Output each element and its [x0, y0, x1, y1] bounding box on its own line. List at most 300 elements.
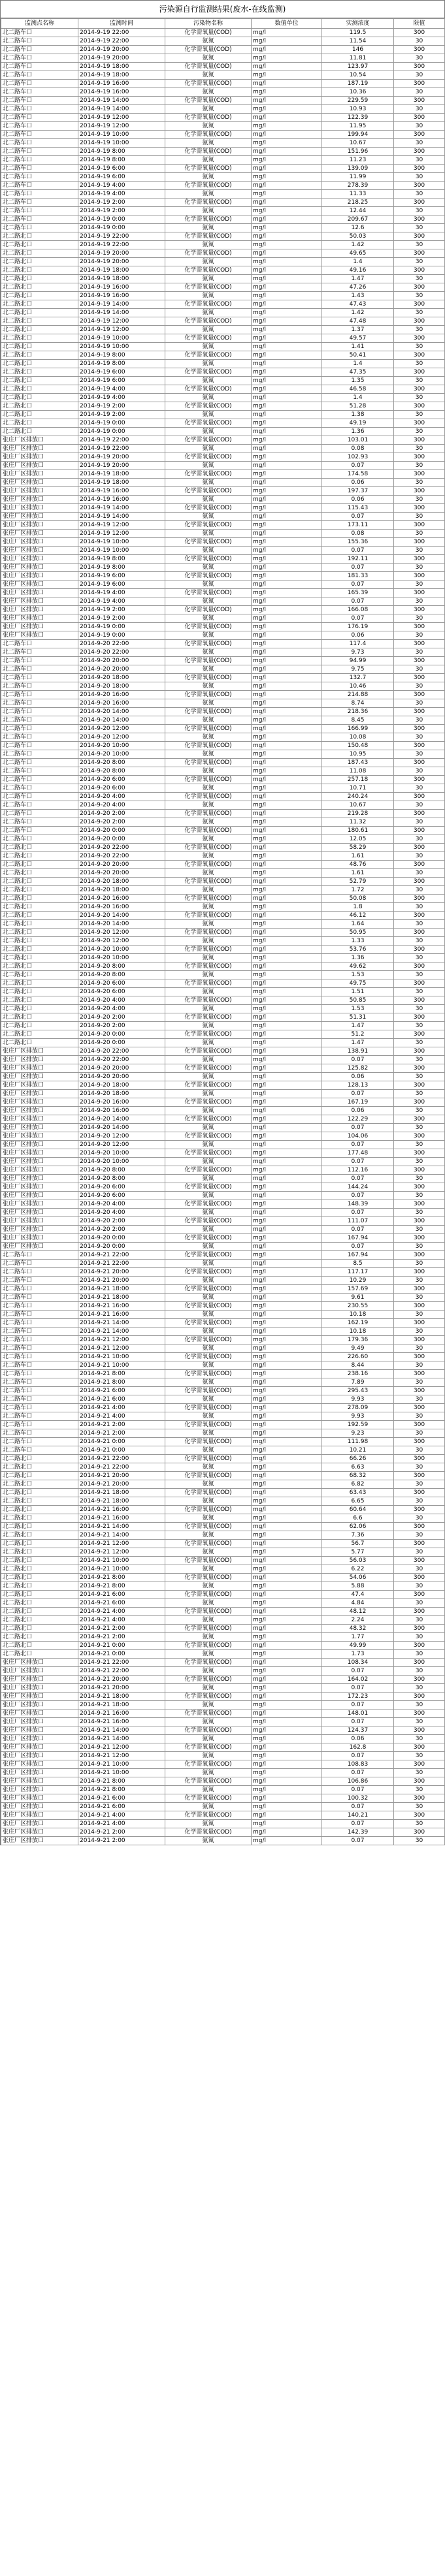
cell-pollutant: 氨氮: [165, 1294, 252, 1302]
cell-unit: mg/l: [252, 1735, 322, 1743]
cell-value: 9.61: [322, 1294, 394, 1302]
cell-unit: mg/l: [252, 368, 322, 377]
cell-time: 2014-9-21 22:00: [78, 1260, 165, 1268]
cell-pollutant: 化学需氧量(COD): [165, 1811, 252, 1820]
cell-pollutant: 化学需氧量(COD): [165, 504, 252, 513]
cell-time: 2014-9-21 12:00: [78, 1540, 165, 1548]
cell-value: 1.35: [322, 377, 394, 385]
cell-point-name: 张庄厂区排放口: [1, 1777, 78, 1786]
cell-pollutant: 化学需氧量(COD): [165, 979, 252, 988]
cell-unit: mg/l: [252, 148, 322, 156]
cell-time: 2014-9-21 0:00: [78, 1446, 165, 1455]
cell-limit: 30: [394, 1769, 445, 1777]
cell-limit: 300: [394, 759, 445, 767]
cell-pollutant: 氨氮: [165, 462, 252, 470]
cell-unit: mg/l: [252, 411, 322, 419]
cell-value: 1.53: [322, 1005, 394, 1013]
cell-value: 278.09: [322, 1404, 394, 1412]
cell-pollutant: 化学需氧量(COD): [165, 1625, 252, 1633]
cell-pollutant: 化学需氧量(COD): [165, 1777, 252, 1786]
cell-value: 155.36: [322, 538, 394, 547]
cell-value: 0.07: [322, 1718, 394, 1726]
cell-point-name: 张庄厂区排放口: [1, 1226, 78, 1234]
cell-limit: 30: [394, 903, 445, 912]
cell-value: 8.44: [322, 1361, 394, 1370]
table-row: [1, 996, 445, 1005]
cell-unit: mg/l: [252, 258, 322, 266]
cell-time: 2014-9-21 14:00: [78, 1523, 165, 1531]
cell-pollutant: 化学需氧量(COD): [165, 1676, 252, 1684]
cell-pollutant: 氨氮: [165, 716, 252, 725]
cell-unit: mg/l: [252, 199, 322, 207]
table-row: [1, 156, 445, 165]
cell-limit: 30: [394, 173, 445, 182]
cell-pollutant: 氨氮: [165, 139, 252, 148]
table-row: [1, 436, 445, 445]
cell-limit: 30: [394, 1803, 445, 1811]
cell-point-name: 张庄厂区排放口: [1, 1735, 78, 1743]
cell-point-name: 北二路车口: [1, 131, 78, 139]
cell-point-name: 北二路车口: [1, 1446, 78, 1455]
cell-unit: mg/l: [252, 1370, 322, 1378]
cell-time: 2014-9-20 20:00: [78, 1073, 165, 1081]
cell-limit: 30: [394, 1837, 445, 1845]
cell-value: 12.05: [322, 835, 394, 844]
table-row: [1, 1370, 445, 1378]
cell-time: 2014-9-19 14:00: [78, 309, 165, 317]
table-row: [1, 614, 445, 623]
cell-time: 2014-9-21 4:00: [78, 1404, 165, 1412]
table-row: [1, 844, 445, 852]
cell-unit: mg/l: [252, 1192, 322, 1200]
cell-point-name: 张庄厂区排放口: [1, 614, 78, 623]
cell-limit: 30: [394, 801, 445, 810]
cell-limit: 30: [394, 886, 445, 895]
cell-unit: mg/l: [252, 1404, 322, 1412]
cell-limit: 300: [394, 487, 445, 496]
cell-point-name: 北二路北口: [1, 1022, 78, 1030]
cell-point-name: 张庄厂区排放口: [1, 1073, 78, 1081]
cell-unit: mg/l: [252, 1361, 322, 1370]
cell-point-name: 张庄厂区排放口: [1, 1192, 78, 1200]
cell-limit: 300: [394, 572, 445, 580]
cell-time: 2014-9-19 6:00: [78, 377, 165, 385]
cell-time: 2014-9-20 14:00: [78, 1124, 165, 1132]
cell-point-name: 张庄厂区排放口: [1, 1786, 78, 1794]
cell-unit: mg/l: [252, 292, 322, 300]
cell-limit: 300: [394, 606, 445, 614]
cell-time: 2014-9-20 2:00: [78, 1013, 165, 1022]
cell-value: 115.43: [322, 504, 394, 513]
cell-limit: 30: [394, 292, 445, 300]
cell-limit: 300: [394, 1081, 445, 1090]
cell-limit: 30: [394, 648, 445, 657]
cell-point-name: 北二路北口: [1, 1497, 78, 1506]
cell-pollutant: 氨氮: [165, 971, 252, 979]
cell-limit: 300: [394, 1489, 445, 1497]
cell-point-name: 北二路车口: [1, 1285, 78, 1294]
table-row: [1, 148, 445, 156]
cell-unit: mg/l: [252, 1743, 322, 1752]
cell-point-name: 北二路北口: [1, 886, 78, 895]
cell-value: 1.47: [322, 1022, 394, 1030]
cell-point-name: 北二路车口: [1, 1311, 78, 1319]
cell-unit: mg/l: [252, 1013, 322, 1022]
cell-unit: mg/l: [252, 453, 322, 462]
cell-time: 2014-9-20 8:00: [78, 971, 165, 979]
cell-point-name: 张庄厂区排放口: [1, 1217, 78, 1226]
table-row: [1, 682, 445, 691]
cell-point-name: 北二路车口: [1, 190, 78, 199]
cell-point-name: 北二路北口: [1, 317, 78, 326]
cell-pollutant: 化学需氧量(COD): [165, 114, 252, 122]
table-row: [1, 1217, 445, 1226]
cell-value: 112.16: [322, 1166, 394, 1175]
cell-point-name: 张庄厂区排放口: [1, 1667, 78, 1676]
cell-limit: 300: [394, 708, 445, 716]
cell-pollutant: 化学需氧量(COD): [165, 725, 252, 733]
cell-value: 165.39: [322, 589, 394, 597]
cell-limit: 300: [394, 725, 445, 733]
cell-unit: mg/l: [252, 1565, 322, 1574]
cell-time: 2014-9-21 2:00: [78, 1421, 165, 1429]
cell-unit: mg/l: [252, 326, 322, 334]
cell-point-name: 北二路北口: [1, 1489, 78, 1497]
cell-limit: 300: [394, 249, 445, 258]
cell-time: 2014-9-20 8:00: [78, 962, 165, 971]
cell-time: 2014-9-20 6:00: [78, 784, 165, 793]
cell-point-name: 北二路北口: [1, 1514, 78, 1523]
cell-time: 2014-9-20 0:00: [78, 1243, 165, 1251]
cell-value: 10.67: [322, 139, 394, 148]
cell-pollutant: 氨氮: [165, 903, 252, 912]
cell-time: 2014-9-19 16:00: [78, 496, 165, 504]
cell-pollutant: 氨氮: [165, 122, 252, 131]
cell-time: 2014-9-20 6:00: [78, 1183, 165, 1192]
cell-pollutant: 化学需氧量(COD): [165, 1506, 252, 1514]
cell-point-name: 北二路车口: [1, 716, 78, 725]
cell-pollutant: 化学需氧量(COD): [165, 29, 252, 37]
cell-value: 1.73: [322, 1650, 394, 1659]
cell-pollutant: 氨氮: [165, 1243, 252, 1251]
cell-pollutant: 氨氮: [165, 631, 252, 640]
cell-limit: 300: [394, 266, 445, 275]
cell-value: 60.64: [322, 1506, 394, 1514]
cell-point-name: 张庄厂区排放口: [1, 1209, 78, 1217]
cell-value: 164.02: [322, 1676, 394, 1684]
cell-point-name: 北二路车口: [1, 691, 78, 699]
cell-limit: 300: [394, 742, 445, 750]
table-row: [1, 182, 445, 190]
cell-point-name: 北二路北口: [1, 1013, 78, 1022]
cell-value: 1.61: [322, 869, 394, 878]
cell-unit: mg/l: [252, 190, 322, 199]
cell-limit: 300: [394, 283, 445, 292]
cell-unit: mg/l: [252, 275, 322, 283]
cell-limit: 300: [394, 1268, 445, 1277]
cell-value: 1.4: [322, 360, 394, 368]
cell-pollutant: 氨氮: [165, 37, 252, 46]
cell-unit: mg/l: [252, 1030, 322, 1039]
cell-unit: mg/l: [252, 1209, 322, 1217]
cell-time: 2014-9-21 14:00: [78, 1726, 165, 1735]
cell-pollutant: 化学需氧量(COD): [165, 1234, 252, 1243]
cell-pollutant: 化学需氧量(COD): [165, 199, 252, 207]
cell-pollutant: 氨氮: [165, 241, 252, 249]
cell-limit: 30: [394, 1667, 445, 1676]
cell-limit: 30: [394, 733, 445, 742]
table-row: [1, 665, 445, 674]
cell-time: 2014-9-20 4:00: [78, 1209, 165, 1217]
cell-time: 2014-9-21 4:00: [78, 1820, 165, 1828]
cell-point-name: 张庄厂区排放口: [1, 631, 78, 640]
cell-unit: mg/l: [252, 793, 322, 801]
cell-limit: 300: [394, 402, 445, 411]
cell-value: 218.36: [322, 708, 394, 716]
cell-point-name: 北二路车口: [1, 674, 78, 682]
cell-limit: 30: [394, 122, 445, 131]
cell-unit: mg/l: [252, 1438, 322, 1446]
cell-unit: mg/l: [252, 394, 322, 402]
header-unit: 数值单位: [252, 19, 322, 29]
cell-pollutant: 化学需氧量(COD): [165, 1353, 252, 1361]
cell-limit: 30: [394, 54, 445, 63]
cell-limit: 30: [394, 699, 445, 708]
cell-point-name: 北二路车口: [1, 818, 78, 827]
cell-limit: 300: [394, 1370, 445, 1378]
cell-limit: 300: [394, 640, 445, 648]
cell-value: 128.13: [322, 1081, 394, 1090]
cell-time: 2014-9-21 10:00: [78, 1557, 165, 1565]
cell-unit: mg/l: [252, 716, 322, 725]
cell-pollutant: 化学需氧量(COD): [165, 80, 252, 88]
cell-value: 167.94: [322, 1234, 394, 1243]
cell-unit: mg/l: [252, 691, 322, 699]
cell-time: 2014-9-19 16:00: [78, 292, 165, 300]
cell-point-name: 张庄厂区排放口: [1, 580, 78, 589]
cell-value: 0.07: [322, 1769, 394, 1777]
cell-unit: mg/l: [252, 1039, 322, 1047]
cell-time: 2014-9-21 8:00: [78, 1777, 165, 1786]
cell-limit: 30: [394, 1599, 445, 1608]
cell-point-name: 张庄厂区排放口: [1, 530, 78, 538]
cell-pollutant: 化学需氧量(COD): [165, 844, 252, 852]
cell-pollutant: 氨氮: [165, 1175, 252, 1183]
cell-point-name: 张庄厂区排放口: [1, 1158, 78, 1166]
table-row: [1, 207, 445, 215]
cell-unit: mg/l: [252, 300, 322, 309]
cell-point-name: 北二路车口: [1, 139, 78, 148]
cell-point-name: 张庄厂区排放口: [1, 1803, 78, 1811]
cell-time: 2014-9-19 20:00: [78, 249, 165, 258]
cell-value: 150.48: [322, 742, 394, 750]
cell-point-name: 张庄厂区排放口: [1, 1183, 78, 1192]
cell-point-name: 北二路车口: [1, 742, 78, 750]
cell-point-name: 北二路北口: [1, 1531, 78, 1540]
cell-value: 100.32: [322, 1794, 394, 1803]
cell-value: 0.06: [322, 1735, 394, 1743]
cell-pollutant: 氨氮: [165, 207, 252, 215]
cell-point-name: 北二路北口: [1, 852, 78, 861]
cell-unit: mg/l: [252, 1217, 322, 1226]
cell-value: 49.75: [322, 979, 394, 988]
cell-limit: 300: [394, 114, 445, 122]
cell-point-name: 北二路北口: [1, 1650, 78, 1659]
table-row: [1, 1633, 445, 1642]
cell-value: 106.86: [322, 1777, 394, 1786]
cell-value: 10.18: [322, 1328, 394, 1336]
cell-value: 0.07: [322, 1803, 394, 1811]
cell-pollutant: 氨氮: [165, 784, 252, 793]
cell-point-name: 北二路北口: [1, 878, 78, 886]
cell-time: 2014-9-20 18:00: [78, 1090, 165, 1098]
cell-limit: 30: [394, 1226, 445, 1234]
cell-unit: mg/l: [252, 1429, 322, 1438]
cell-time: 2014-9-19 10:00: [78, 538, 165, 547]
cell-unit: mg/l: [252, 1760, 322, 1769]
cell-value: 157.69: [322, 1285, 394, 1294]
table-row: [1, 1378, 445, 1387]
cell-time: 2014-9-20 10:00: [78, 1149, 165, 1158]
table-row: [1, 1777, 445, 1786]
table-row: [1, 445, 445, 453]
table-row: [1, 631, 445, 640]
cell-value: 167.19: [322, 1098, 394, 1107]
table-row: [1, 29, 445, 37]
table-row: [1, 1132, 445, 1141]
cell-point-name: 张庄厂区排放口: [1, 1200, 78, 1209]
cell-value: 1.33: [322, 937, 394, 946]
cell-limit: 30: [394, 309, 445, 317]
cell-pollutant: 化学需氧量(COD): [165, 674, 252, 682]
table-row: [1, 1395, 445, 1404]
cell-limit: 30: [394, 1650, 445, 1659]
cell-pollutant: 氨氮: [165, 1667, 252, 1676]
cell-time: 2014-9-19 18:00: [78, 266, 165, 275]
cell-point-name: 北二路车口: [1, 1387, 78, 1395]
cell-limit: 30: [394, 1752, 445, 1760]
cell-time: 2014-9-21 18:00: [78, 1693, 165, 1701]
cell-time: 2014-9-21 18:00: [78, 1489, 165, 1497]
cell-unit: mg/l: [252, 105, 322, 114]
cell-value: 0.07: [322, 1056, 394, 1064]
cell-limit: 300: [394, 929, 445, 937]
cell-value: 278.39: [322, 182, 394, 190]
cell-point-name: 北二路北口: [1, 920, 78, 929]
cell-value: 0.07: [322, 1752, 394, 1760]
report-title: 污染源自行监测结果(废水-在线监测): [1, 0, 444, 18]
table-row: [1, 912, 445, 920]
cell-value: 8.45: [322, 716, 394, 725]
cell-pollutant: 化学需氧量(COD): [165, 827, 252, 835]
cell-unit: mg/l: [252, 623, 322, 631]
cell-unit: mg/l: [252, 996, 322, 1005]
table-row: [1, 1455, 445, 1463]
cell-time: 2014-9-21 6:00: [78, 1591, 165, 1599]
cell-limit: 30: [394, 614, 445, 623]
cell-pollutant: 氨氮: [165, 1582, 252, 1591]
cell-pollutant: 氨氮: [165, 496, 252, 504]
cell-pollutant: 氨氮: [165, 665, 252, 674]
cell-time: 2014-9-21 18:00: [78, 1285, 165, 1294]
cell-point-name: 北二路车口: [1, 784, 78, 793]
cell-value: 176.19: [322, 623, 394, 631]
cell-unit: mg/l: [252, 1455, 322, 1463]
cell-limit: 30: [394, 343, 445, 351]
table-row: [1, 1497, 445, 1506]
cell-time: 2014-9-19 8:00: [78, 555, 165, 564]
cell-pollutant: 化学需氧量(COD): [165, 742, 252, 750]
cell-value: 0.07: [322, 614, 394, 623]
table-row: [1, 1124, 445, 1132]
cell-value: 1.37: [322, 326, 394, 334]
cell-limit: 30: [394, 394, 445, 402]
table-row: [1, 1192, 445, 1200]
cell-value: 142.39: [322, 1828, 394, 1837]
cell-unit: mg/l: [252, 360, 322, 368]
cell-point-name: 北二路车口: [1, 88, 78, 97]
cell-point-name: 北二路车口: [1, 793, 78, 801]
table-row: [1, 818, 445, 827]
cell-value: 11.99: [322, 173, 394, 182]
cell-time: 2014-9-21 20:00: [78, 1676, 165, 1684]
cell-value: 56.03: [322, 1557, 394, 1565]
cell-value: 10.93: [322, 105, 394, 114]
cell-limit: 300: [394, 46, 445, 54]
cell-value: 1.42: [322, 241, 394, 249]
table-row: [1, 105, 445, 114]
cell-limit: 300: [394, 1319, 445, 1328]
cell-pollutant: 化学需氧量(COD): [165, 368, 252, 377]
cell-value: 180.61: [322, 827, 394, 835]
table-row: [1, 521, 445, 530]
cell-time: 2014-9-20 14:00: [78, 920, 165, 929]
cell-pollutant: 化学需氧量(COD): [165, 1557, 252, 1565]
cell-unit: mg/l: [252, 343, 322, 351]
cell-point-name: 北二路车口: [1, 1378, 78, 1387]
cell-point-name: 北二路车口: [1, 1268, 78, 1277]
cell-point-name: 张庄厂区排放口: [1, 1098, 78, 1107]
cell-point-name: 北二路车口: [1, 1370, 78, 1378]
table-row: [1, 496, 445, 504]
cell-time: 2014-9-19 20:00: [78, 258, 165, 266]
cell-limit: 300: [394, 1676, 445, 1684]
cell-pollutant: 氨氮: [165, 445, 252, 453]
header-pollutant: 污染物名称: [165, 19, 252, 29]
table-row: [1, 1311, 445, 1319]
cell-point-name: 张庄厂区排放口: [1, 589, 78, 597]
cell-point-name: 北二路车口: [1, 1438, 78, 1446]
cell-time: 2014-9-21 18:00: [78, 1701, 165, 1709]
cell-unit: mg/l: [252, 564, 322, 572]
cell-value: 49.99: [322, 1642, 394, 1650]
cell-pollutant: 氨氮: [165, 530, 252, 538]
cell-value: 5.88: [322, 1582, 394, 1591]
cell-point-name: 北二路车口: [1, 640, 78, 648]
cell-point-name: 北二路车口: [1, 750, 78, 759]
cell-unit: mg/l: [252, 1514, 322, 1523]
cell-pollutant: 氨氮: [165, 326, 252, 334]
cell-point-name: 北二路北口: [1, 428, 78, 436]
cell-pollutant: 氨氮: [165, 1141, 252, 1149]
table-row: [1, 1591, 445, 1599]
cell-point-name: 张庄厂区排放口: [1, 538, 78, 547]
table-row: [1, 1429, 445, 1438]
table-row: [1, 1693, 445, 1701]
cell-limit: 30: [394, 462, 445, 470]
cell-point-name: 北二路车口: [1, 767, 78, 776]
cell-pollutant: 化学需氧量(COD): [165, 46, 252, 54]
